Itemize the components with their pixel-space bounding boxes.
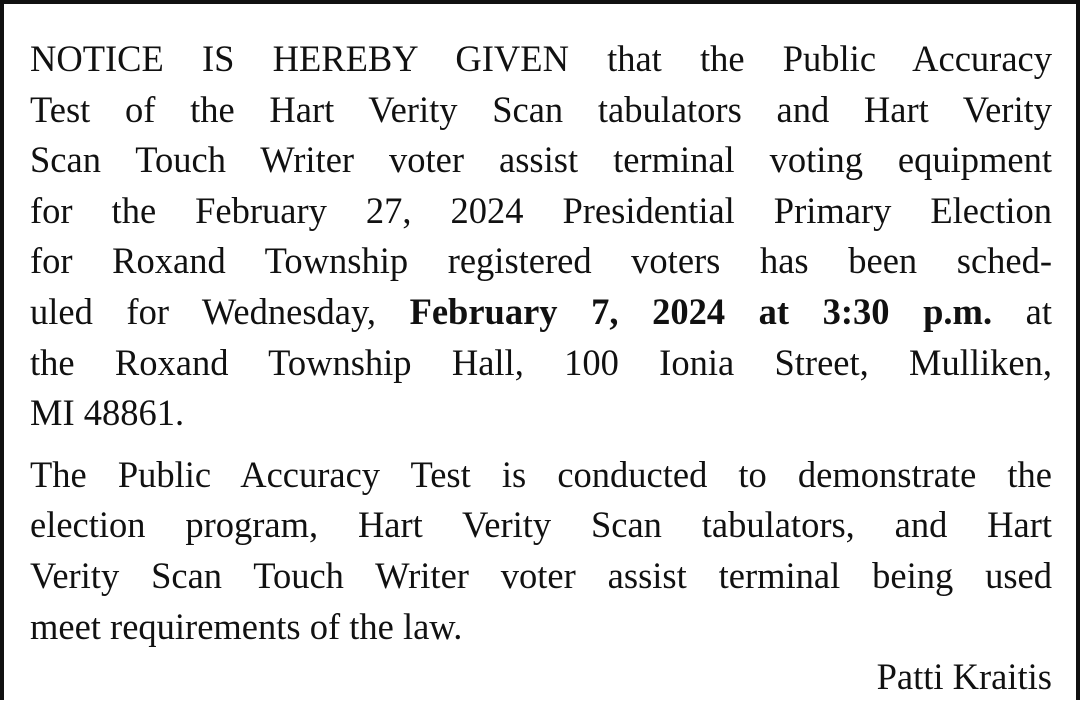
notice-line-suffix: at (992, 290, 1052, 332)
signature: Patti Kraitis (876, 656, 1052, 697)
paragraph-spacer (30, 439, 1052, 450)
notice-line-prefix: uled for Wednesday, (30, 290, 410, 332)
notice-line: the Roxand Township Hall, 100 Ionia Street, Mulliken, (30, 341, 1052, 383)
notice-line: Scan Touch Writer voter assist terminal voting equipment (30, 139, 1052, 181)
notice-line: for Roxand Township registered voters has been sched- (30, 240, 1052, 282)
notice-line: The Public Accuracy Test is conducted to demonstrate the (30, 453, 1052, 495)
test-date-time: February 7, 2024 at 3:30 p.m. (409, 290, 993, 332)
notice-line: MI 48861. (30, 392, 185, 434)
notice-line: election program, Hart Verity Scan tabulators, and Hart (30, 504, 1052, 546)
notice-line: meet requirements of the law. (30, 605, 463, 647)
notice-line: for the February 27, 2024 Presidential Primary Election (30, 189, 1052, 231)
notice-line-with-date (30, 287, 1052, 338)
notice-text (30, 34, 1052, 652)
notice-line: Verity Scan Touch Writer voter assist terminal being used (30, 554, 1052, 596)
notice-line: Test of the Hart Verity Scan tabulators and Hart Verity (30, 88, 1052, 130)
notice-line: NOTICE IS HEREBY GIVEN that the Public Accuracy (30, 38, 1052, 79)
